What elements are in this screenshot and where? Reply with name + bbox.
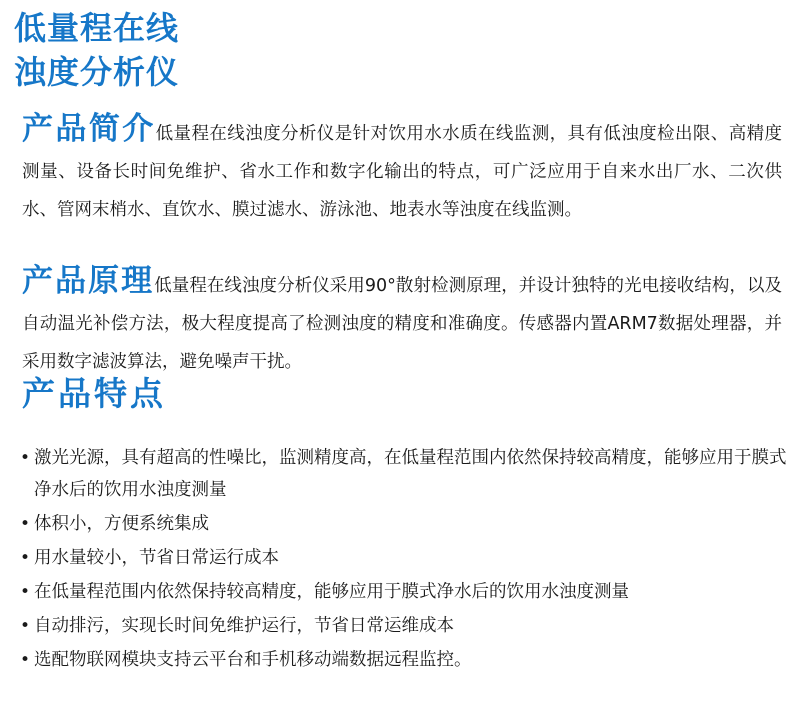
features-heading: 产品特点 [22,374,166,413]
feature-item [20,542,790,574]
feature-text: 自动排污，实现长时间免维护运行，节省日常运维成本 [34,616,454,636]
feature-text: 激光光源，具有超高的性噪比，监测精度高，在低量程范围内依然保持较高精度，能够应用于膜式净水后的饮用水浊度测量 [34,448,787,500]
bullet-icon: • [20,448,31,468]
feature-text: 选配物联网模块支持云平台和手机移动端数据远程监控。 [34,650,472,670]
feature-item [20,576,790,608]
feature-item [20,610,790,642]
features-list [20,442,790,676]
principle-text: 低量程在线浊度分析仪采用90°散射检测原理，并设计独特的光电接收结构，以及自动温光补偿方法，极大程度提高了检测浊度的精度和准确度。传感器内置ARM7数据处理器，并采用数字滤波算法，避免噪声干扰。 [22,276,783,372]
intro-section [22,110,782,229]
bullet-icon: • [20,650,31,670]
bullet-icon: • [20,582,31,602]
principle-heading: 产品原理 [22,263,155,299]
feature-item [20,508,790,540]
feature-text: 体积小，方便系统集成 [34,514,209,534]
bullet-icon: • [20,548,31,568]
principle-section [22,262,782,381]
product-title-line-2: 浊度分析仪 [14,53,180,91]
intro-paragraph [22,110,782,229]
feature-text: 在低量程范围内依然保持较高精度，能够应用于膜式净水后的饮用水浊度测量 [34,582,629,602]
intro-text: 低量程在线浊度分析仪是针对饮用水水质在线监测，具有低浊度检出限、高精度测量、设备长时间免维护、省水工作和数字化输出的特点，可广泛应用于自来水出厂水、二次供水、管网末梢水、直饮水、膜过滤水、游泳池、地表水等浊度在线监测。 [22,124,783,220]
bullet-icon: • [20,514,31,534]
feature-item [20,442,790,506]
intro-heading: 产品简介 [22,111,156,147]
feature-item [20,644,790,676]
feature-text: 用水量较小，节省日常运行成本 [34,548,279,568]
bullet-icon: • [20,616,31,636]
product-title [14,6,179,94]
product-title-line-1: 低量程在线 [14,9,180,47]
principle-paragraph [22,262,782,381]
